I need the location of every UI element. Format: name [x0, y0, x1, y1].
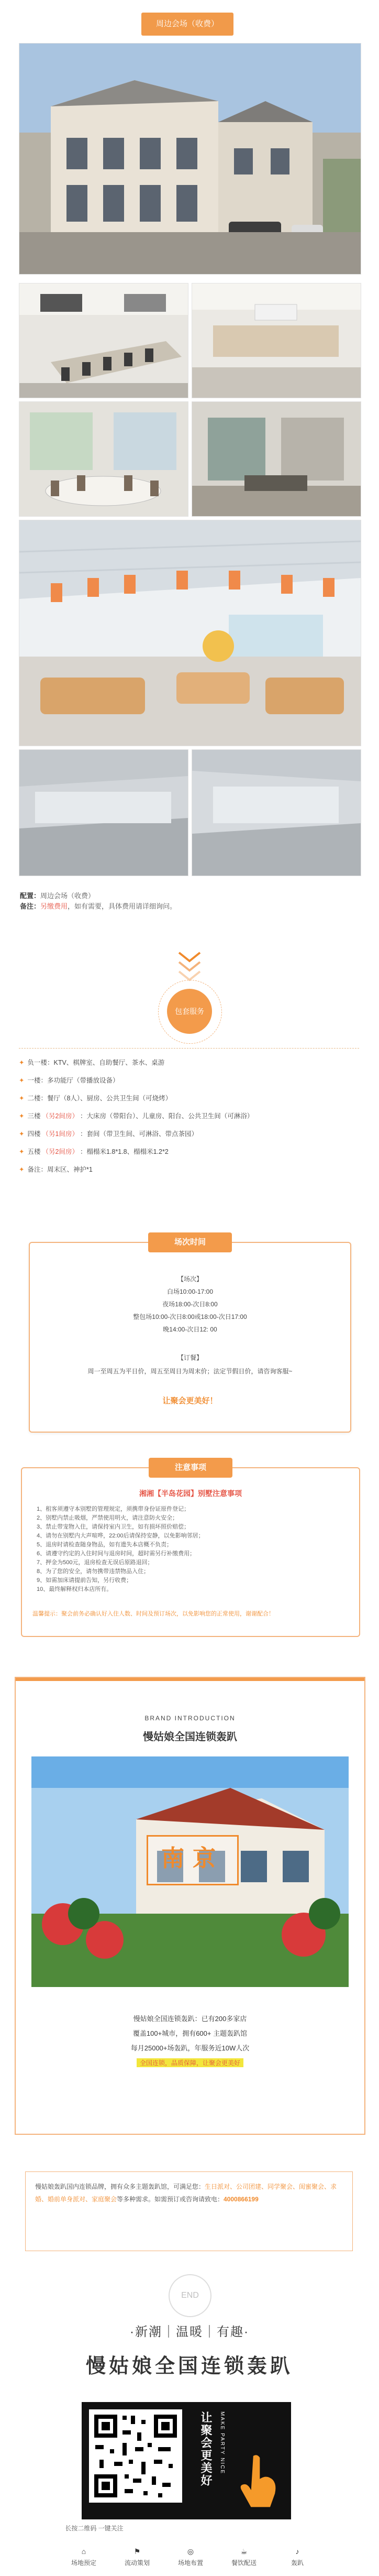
- notice-rules: [37, 1505, 345, 1594]
- list-item: ✦ 三楼 （另2间房） ：大床房（带阳台）、儿童房、阳台、公共卫生间（可淋浴）: [19, 1112, 254, 1120]
- schedule-line: 白场10:00-17:00: [166, 1288, 214, 1295]
- schedule-line: 整包场10:00-次日8:00或18:00-次日17:00: [133, 1313, 247, 1320]
- music-icon: ♪: [295, 2547, 299, 2556]
- list-item: 2、别墅内禁止吸烟，严禁使用明火，请注意防火安全；: [37, 1515, 179, 1521]
- note-label: 备注：: [20, 902, 41, 910]
- qr-label: 长按二维码 一键关注: [65, 2525, 124, 2532]
- intro-services: 生日派对、公司团建、同学聚会、闺蜜聚会、求婚、婚前单身派对、家庭聚会: [35, 2183, 337, 2203]
- venue-value: 周边会场（收费）: [40, 892, 95, 900]
- villa-exterior-photo: [19, 43, 361, 275]
- list-item: ✦ 一楼：多功能厅（带播放设备）: [19, 1077, 119, 1084]
- schedule-sub2: 【订餐】: [177, 1354, 203, 1361]
- notice-title: 注意事项: [149, 1458, 232, 1478]
- schedule-line: 周一至周五为平日价，周五至周日为周末价；法定节假日价，请咨询客服~: [87, 1368, 293, 1375]
- hall-photo: [19, 520, 361, 746]
- intro-tail: 等多种需求。如需预订或咨询请致电：: [117, 2196, 224, 2203]
- schedule-sub1: 【场次】: [177, 1275, 203, 1283]
- brand-line: 每月25000+场轰趴，年服务近10W人次: [130, 2044, 250, 2052]
- brand-subtitle: BRAND INTRODUCTION: [144, 1715, 236, 1722]
- list-item: 3、禁止带宠物入住，请保持室内卫生，如有损坏照价赔偿；: [37, 1524, 190, 1530]
- dining-room-photo: [19, 401, 188, 517]
- list-item: ✦ 二楼：餐厅（8人）、厨房、公共卫生间（可烧烤）: [19, 1095, 172, 1102]
- brand-highlight-row: [16, 2058, 364, 2067]
- brand-line: 覆盖100+城市，拥有600+ 主题轰趴馆: [132, 2029, 248, 2037]
- list-item: ✦ 负一楼：KTV、棋牌室、自助餐厅、茶水、桌游: [19, 1059, 165, 1066]
- schedule-title: 场次时间: [148, 1232, 232, 1252]
- list-item: 8、为了您的安全，请勿携带违禁物品入住；: [37, 1568, 150, 1575]
- service-planning[interactable]: ⚑ 流动策划: [124, 2547, 150, 2567]
- schedule-line: 夜场18:00-次日8:00: [162, 1301, 218, 1308]
- list-item: 10、最终解释权归本店所有。: [37, 1586, 113, 1592]
- qr-code[interactable]: [89, 2409, 182, 2503]
- service-catering[interactable]: ☕ 餐饮配送: [231, 2547, 257, 2567]
- package-list: [19, 1048, 359, 1178]
- schedule-line: 晚14:00-次日12: 00: [163, 1326, 217, 1333]
- pointer-hand-icon: [232, 2449, 283, 2512]
- service-party[interactable]: ♪ 轰趴: [291, 2547, 304, 2567]
- schedule-box: [29, 1238, 351, 1433]
- balloon-icon: ◎: [187, 2547, 194, 2556]
- lounge-photo: [192, 401, 361, 517]
- notice-note: 温馨提示：聚会前务必确认好入住人数、时间及预订场次，以免影响您的正常使用，谢谢配合！: [32, 1611, 274, 1617]
- list-item: ✦ 备注：周末区、神护*1: [19, 1166, 93, 1173]
- flag-icon: ⚑: [133, 2547, 141, 2556]
- qr-slogan: 让聚会更美好: [199, 2411, 213, 2487]
- schedule-cta: 让聚会更美好！: [162, 1396, 218, 1405]
- brand-box: [15, 1677, 365, 2135]
- home-icon: ⌂: [81, 2547, 86, 2556]
- brand-top-bar: [16, 1678, 364, 1681]
- list-item: 6、请遵守约定的入住时间与退房时间，超时需另行补缴费用；: [37, 1551, 196, 1557]
- empty-room-photo-1: [19, 749, 188, 876]
- list-item: 4、请勿在别墅内大声喧哗，22:00后请保持安静，以免影响邻居；: [37, 1533, 204, 1539]
- footer-tags: ·新潮｜温暖｜有趣·: [130, 2325, 249, 2339]
- bar-room-photo: [192, 283, 361, 398]
- empty-room-photo-2: [192, 749, 361, 876]
- list-item: 1、租客须遵守本别墅的管理规定，须携带身份证原件登记；: [37, 1506, 190, 1512]
- cup-icon: ☕: [240, 2547, 248, 2556]
- list-item: ✦ 五楼 （另2间房） ：榻榻米1.8*1.8、榻榻米1.2*2: [19, 1148, 169, 1155]
- package-title: 包套服务: [167, 989, 212, 1034]
- brand-title: 慢姑娘全国连锁轰趴: [143, 1731, 237, 1743]
- section-badge: 周边会场（收费）: [141, 13, 233, 36]
- meeting-room-photo: [19, 283, 188, 398]
- list-item: 9、如需加床请提前告知，另行收费；: [37, 1577, 132, 1584]
- list-item: 5、退房时请检查随身物品，如有遗失本店概不负责；: [37, 1542, 173, 1548]
- notice-heading: 湘湘【半岛花园】别墅注意事项: [139, 1489, 242, 1498]
- notice-box: [21, 1463, 360, 1637]
- list-item: 7、押金为500元，退房检查无误后原路退回；: [37, 1559, 153, 1566]
- brand-line: 慢姑娘全国连锁轰趴：已有200多家店: [133, 2015, 247, 2023]
- intro-text: 慢姑娘轰趴国内连锁品牌，拥有众多主题轰趴馆，可满足您：: [35, 2183, 205, 2190]
- qr-card: [82, 2402, 291, 2519]
- qr-slogan-en: MAKE PARTY NICE: [219, 2411, 225, 2475]
- end-mark: END: [169, 2274, 211, 2317]
- intro-box: [25, 2171, 353, 2251]
- chevron-down-icon: [176, 948, 203, 982]
- phone-link[interactable]: 4000866199: [224, 2196, 259, 2203]
- venue-label: 配置：: [20, 892, 41, 900]
- note-highlight: 另缴费用: [40, 902, 68, 910]
- brand-highlight: 全国连锁，品质保障，让聚会更美好: [137, 2058, 243, 2067]
- photo-caption: [20, 891, 360, 912]
- service-decor[interactable]: ◎ 场地布置: [177, 2547, 203, 2567]
- list-item: ✦ 四楼 （另1间房） ：套间（带卫生间、可淋浴、带点茶园）: [19, 1130, 198, 1138]
- footer-slogan: 慢姑娘全国连锁轰趴: [85, 2355, 293, 2377]
- service-venue[interactable]: ⌂ 场地预定: [71, 2547, 96, 2567]
- city-stamp: 南京: [147, 1835, 239, 1885]
- note-text: ，如有需要，具体费用请详细询问。: [68, 902, 177, 910]
